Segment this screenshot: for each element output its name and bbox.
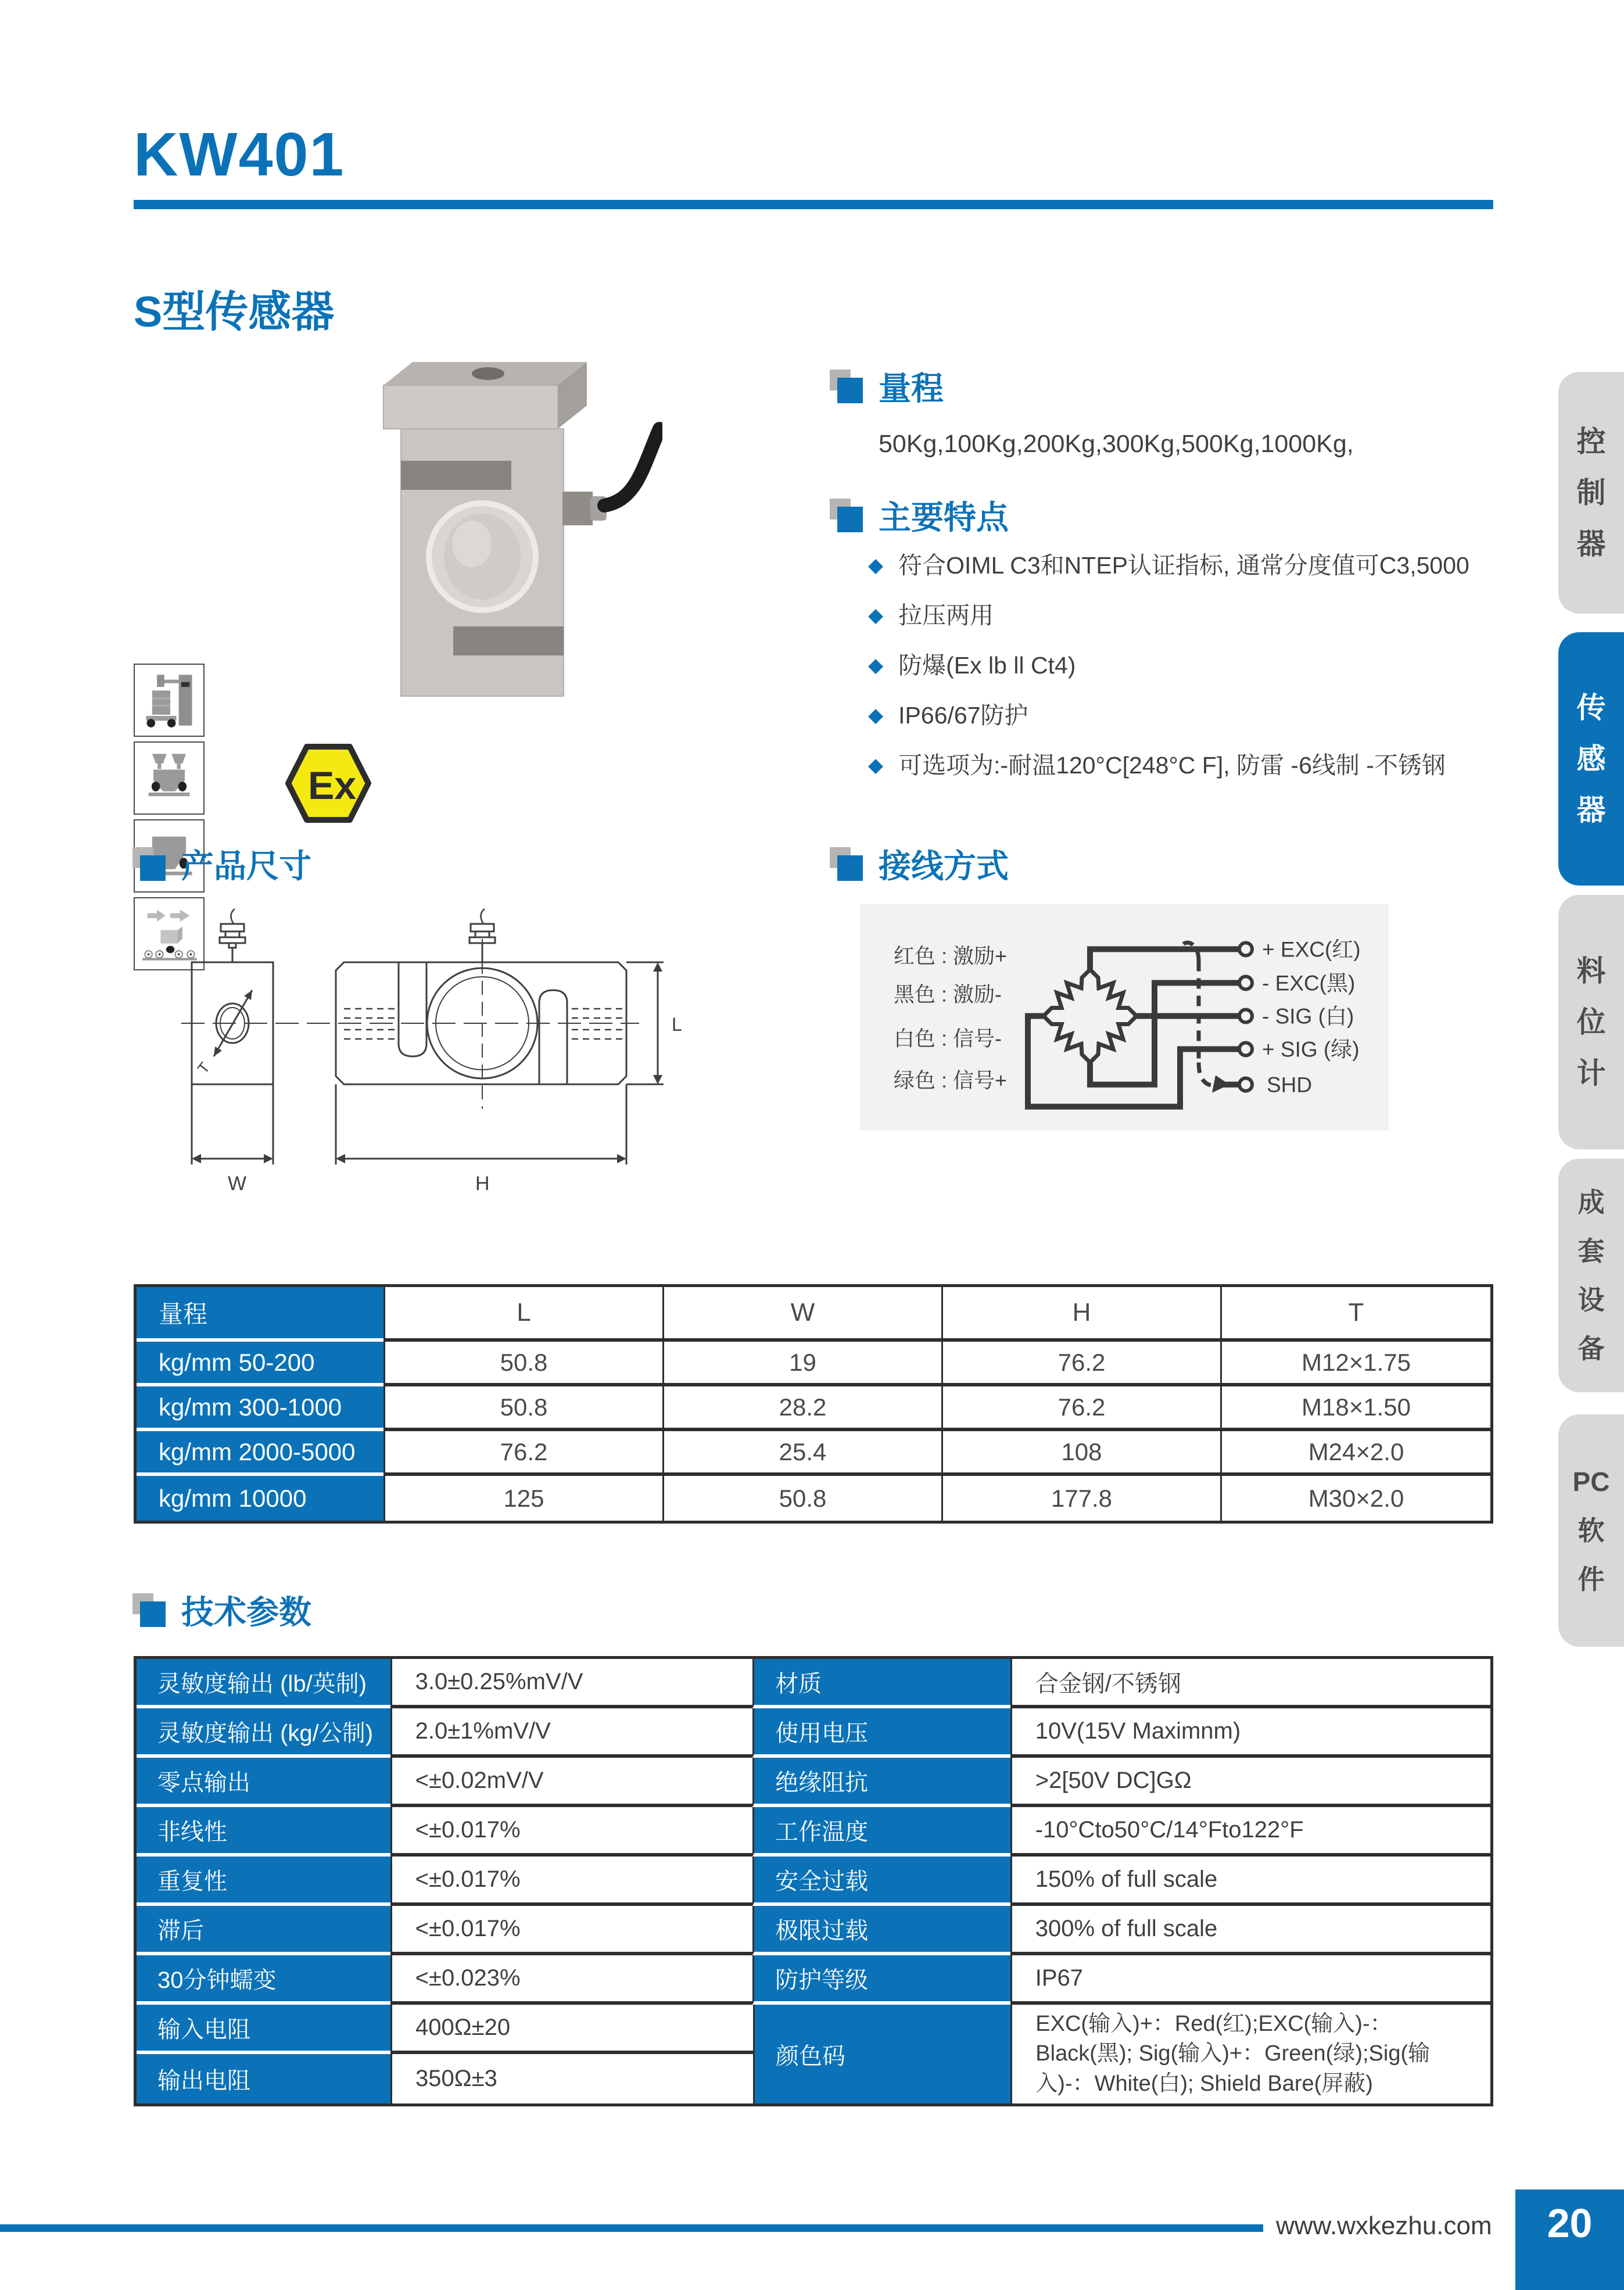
- sidebar-tab-complete-equipment[interactable]: [1558, 1159, 1624, 1392]
- tech-label: 滞后: [137, 1906, 390, 1955]
- cell-t: M24×2.0: [1220, 1431, 1490, 1476]
- cell-t: M18×1.50: [1220, 1386, 1490, 1431]
- terminal-label-exc-plus: + EXC(红): [1262, 937, 1361, 962]
- cell-l: 76.2: [383, 1431, 662, 1476]
- tech-label: 防护等级: [752, 1955, 1010, 2005]
- tech-label: 安全过载: [752, 1857, 1010, 1906]
- tab-char: PC: [1572, 1467, 1610, 1497]
- tech-value: <±0.023%: [390, 1955, 752, 2005]
- sidebar-tab-level-meters[interactable]: [1558, 895, 1624, 1149]
- section-marker-icon: [132, 847, 167, 886]
- feature-text: 防爆(Ex lb ll Ct4): [898, 652, 1076, 679]
- size-table-header-range: 量程: [137, 1287, 383, 1342]
- tab-char: 计: [1576, 1057, 1606, 1090]
- tech-row: [137, 1857, 1490, 1906]
- tech-value: <±0.017%: [390, 1906, 752, 1955]
- ex-logo-text: Ex: [308, 764, 357, 808]
- row-label: kg/mm 300-1000: [137, 1386, 383, 1431]
- row-label: kg/mm 2000-5000: [137, 1431, 383, 1476]
- shield-arrowhead: [1212, 1076, 1229, 1093]
- tech-label: 零点输出: [137, 1758, 390, 1807]
- tab-char: 器: [1576, 528, 1606, 560]
- tech-row-merged: [137, 2005, 1490, 2103]
- ex-hexagon-icon: [284, 743, 372, 824]
- cell-h: 76.2: [941, 1342, 1220, 1386]
- cell-w: 25.4: [662, 1431, 941, 1476]
- tech-value: 300% of full scale: [1010, 1906, 1490, 1955]
- section-dimensions: [132, 847, 311, 886]
- tech-value: <±0.017%: [390, 1857, 752, 1906]
- feature-list: [868, 551, 1507, 801]
- size-table-row: [137, 1431, 1490, 1476]
- app-icon-box: [134, 741, 205, 815]
- section-marker-icon: [830, 847, 865, 886]
- tech-label: 使用电压: [752, 1708, 1010, 1758]
- size-table-header-t: T: [1220, 1287, 1490, 1342]
- tech-label: 极限过载: [752, 1906, 1010, 1955]
- product-photo: [314, 353, 662, 702]
- tech-value: 350Ω±3: [390, 2054, 753, 2103]
- size-table-row: [137, 1386, 1490, 1431]
- tech-value: 2.0±1%mV/V: [390, 1708, 752, 1758]
- tab-char: 器: [1576, 794, 1606, 826]
- wheatstone-bridge-diagram: [860, 904, 1389, 1131]
- s-type-load-cell-image: [314, 353, 662, 702]
- diamond-bullet-icon: ◆: [868, 654, 884, 676]
- feature-text: IP66/67防护: [898, 702, 1028, 729]
- tech-label: 绝缘阻抗: [752, 1758, 1010, 1807]
- dimension-drawing-svg: [139, 904, 790, 1195]
- tech-value: 3.0±0.25%mV/V: [390, 1659, 752, 1708]
- terminal-label-sig-minus: - SIG (白): [1262, 1004, 1354, 1028]
- tech-value: 150% of full scale: [1010, 1857, 1490, 1906]
- tech-row: [137, 1906, 1490, 1955]
- feature-item: [868, 701, 1507, 730]
- app-icon-box: [134, 664, 205, 737]
- page-number: 20: [1547, 2201, 1593, 2246]
- footer-website: www.wxkezhu.com: [1276, 2212, 1492, 2240]
- tech-value: 10V(15V Maximnm): [1010, 1708, 1490, 1758]
- cell-t: M12×1.75: [1220, 1342, 1490, 1386]
- terminal-label-shd: SHD: [1267, 1073, 1313, 1097]
- tech-label: 材质: [752, 1659, 1010, 1708]
- size-table-header-h: H: [941, 1287, 1220, 1342]
- tech-row: [137, 1659, 1490, 1708]
- section-range: [830, 370, 944, 408]
- tab-char: 件: [1578, 1564, 1605, 1594]
- dim-label-w: W: [228, 1173, 247, 1195]
- cell-h: 76.2: [941, 1386, 1220, 1431]
- cell-h: 108: [941, 1431, 1220, 1476]
- tech-value: 合金钢/不锈钢: [1010, 1659, 1490, 1708]
- terminal-label-sig-plus: + SIG (绿): [1262, 1037, 1360, 1062]
- terminal-circles: [1239, 943, 1252, 1091]
- section-title: 接线方式: [879, 848, 1009, 884]
- section-title: 量程: [879, 370, 944, 407]
- tab-char: 套: [1578, 1236, 1605, 1266]
- tech-row: [137, 1758, 1490, 1807]
- tech-value: <±0.017%: [390, 1807, 752, 1857]
- tech-row: [137, 1807, 1490, 1857]
- dim-label-t: T: [193, 1059, 214, 1077]
- section-title: 产品尺寸: [181, 848, 311, 884]
- row-label: kg/mm 50-200: [137, 1342, 383, 1386]
- tab-char: 位: [1576, 1006, 1606, 1038]
- tab-char: 设: [1578, 1285, 1605, 1315]
- feature-text: 拉压两用: [898, 602, 994, 629]
- wiring-diagram-panel: [860, 904, 1389, 1131]
- diamond-bullet-icon: ◆: [868, 754, 884, 776]
- tab-char: 成: [1578, 1187, 1605, 1217]
- section-title: 技术参数: [181, 1594, 311, 1630]
- section-tech-params: [132, 1593, 311, 1632]
- diamond-bullet-icon: ◆: [868, 704, 884, 726]
- tech-value-color-code: EXC(输入)+：Red(红);EXC(输入)-：Black(黑); Sig(输入)+：Green(绿);Sig(输入)-：White(白); Shield Bare(屏蔽): [1010, 2005, 1490, 2103]
- tab-char: 感: [1576, 743, 1606, 775]
- dimension-drawings: [139, 904, 790, 1195]
- tech-value: >2[50V DC]GΩ: [1010, 1758, 1490, 1807]
- feature-item: [868, 601, 1507, 630]
- diamond-bullet-icon: ◆: [868, 554, 884, 576]
- section-marker-icon: [830, 499, 865, 537]
- sidebar-tab-controllers[interactable]: [1558, 372, 1624, 614]
- size-table-row: [137, 1476, 1490, 1521]
- terminal-label-exc-minus: - EXC(黑): [1262, 971, 1356, 995]
- tab-char: 软: [1578, 1515, 1605, 1546]
- product-type-title: S型传感器: [134, 288, 335, 336]
- tab-char: 控: [1576, 425, 1606, 458]
- tech-label: 输出电阻: [137, 2054, 390, 2103]
- tech-table: [134, 1656, 1493, 2106]
- size-table-header-l: L: [383, 1287, 662, 1342]
- tech-value: 400Ω±20: [390, 2005, 753, 2054]
- section-title: 主要特点: [879, 499, 1009, 536]
- tech-label: 工作温度: [752, 1807, 1010, 1857]
- wire-label-green: 绿色 : 信号+: [894, 1068, 1008, 1092]
- feature-item: [868, 551, 1507, 580]
- feature-item: [868, 651, 1507, 680]
- page-title: KW401: [134, 120, 345, 189]
- dim-label-l: L: [672, 1014, 682, 1035]
- cell-h: 177.8: [941, 1476, 1220, 1521]
- range-values: 50Kg,100Kg,200Kg,300Kg,500Kg,1000Kg,: [879, 430, 1354, 458]
- feature-item: [868, 751, 1507, 780]
- tech-label: 输入电阻: [137, 2005, 390, 2054]
- tech-row: [137, 2005, 753, 2054]
- page-number-badge: [1515, 2189, 1624, 2290]
- feature-text: 符合OIML C3和NTEP认证指标, 通常分度值可C3,5000: [898, 552, 1469, 579]
- size-table-row: [137, 1342, 1490, 1386]
- ex-certification-logo: [284, 743, 372, 824]
- section-marker-icon: [830, 370, 865, 408]
- section-features: [830, 499, 1009, 537]
- wire-label-red: 红色 : 激励+: [894, 944, 1008, 968]
- tech-label-color-code: 颜色码: [753, 2005, 1010, 2103]
- tech-value: <±0.02mV/V: [390, 1758, 752, 1807]
- cell-l: 50.8: [383, 1342, 662, 1386]
- tech-label: 非线性: [137, 1807, 390, 1857]
- tank-and-indicator-icon: [139, 669, 199, 732]
- tab-char: 传: [1576, 691, 1606, 724]
- tab-char: 料: [1576, 955, 1606, 987]
- cell-l: 50.8: [383, 1386, 662, 1431]
- wire-label-white: 白色 : 信号-: [894, 1026, 1002, 1051]
- section-marker-icon: [132, 1593, 167, 1632]
- cell-t: M30×2.0: [1220, 1476, 1490, 1521]
- footer-divider: [0, 2224, 1263, 2232]
- size-table: [134, 1284, 1493, 1524]
- tab-char: 备: [1578, 1334, 1605, 1364]
- tab-char: 制: [1576, 476, 1606, 509]
- tech-row: [137, 1708, 1490, 1758]
- tech-value: -10°Cto50°C/14°Fto122°F: [1010, 1807, 1490, 1857]
- tech-label: 灵敏度输出 (kg/公制): [137, 1708, 390, 1758]
- sidebar-tab-pc-software[interactable]: [1558, 1414, 1624, 1647]
- bridge-resistors: [1044, 970, 1137, 1063]
- size-table-header-row: [137, 1287, 1490, 1342]
- row-label: kg/mm 10000: [137, 1476, 383, 1521]
- cell-w: 19: [662, 1342, 941, 1386]
- wire-label-black: 黑色 : 激励-: [894, 982, 1002, 1006]
- title-divider: [134, 200, 1493, 209]
- tech-row: [137, 2054, 753, 2103]
- size-table-header-w: W: [662, 1287, 941, 1342]
- tech-label: 重复性: [137, 1857, 390, 1906]
- tech-label: 30分钟蠕变: [137, 1955, 390, 2005]
- cell-w: 28.2: [662, 1386, 941, 1431]
- dim-label-h: H: [475, 1173, 490, 1195]
- section-wiring: [830, 847, 1009, 886]
- cell-w: 50.8: [662, 1476, 941, 1521]
- tech-row: [137, 1955, 1490, 2005]
- tech-value: IP67: [1010, 1955, 1490, 2005]
- cell-l: 125: [383, 1476, 662, 1521]
- diamond-bullet-icon: ◆: [868, 604, 884, 626]
- sidebar-tab-sensors[interactable]: [1558, 632, 1624, 886]
- feature-text: 可选项为:-耐温120°C[248°C F], 防雷 -6线制 -不锈钢: [898, 752, 1446, 779]
- dual-funnel-hopper-icon: [139, 747, 199, 809]
- tech-label: 灵敏度输出 (lb/英制): [137, 1659, 390, 1708]
